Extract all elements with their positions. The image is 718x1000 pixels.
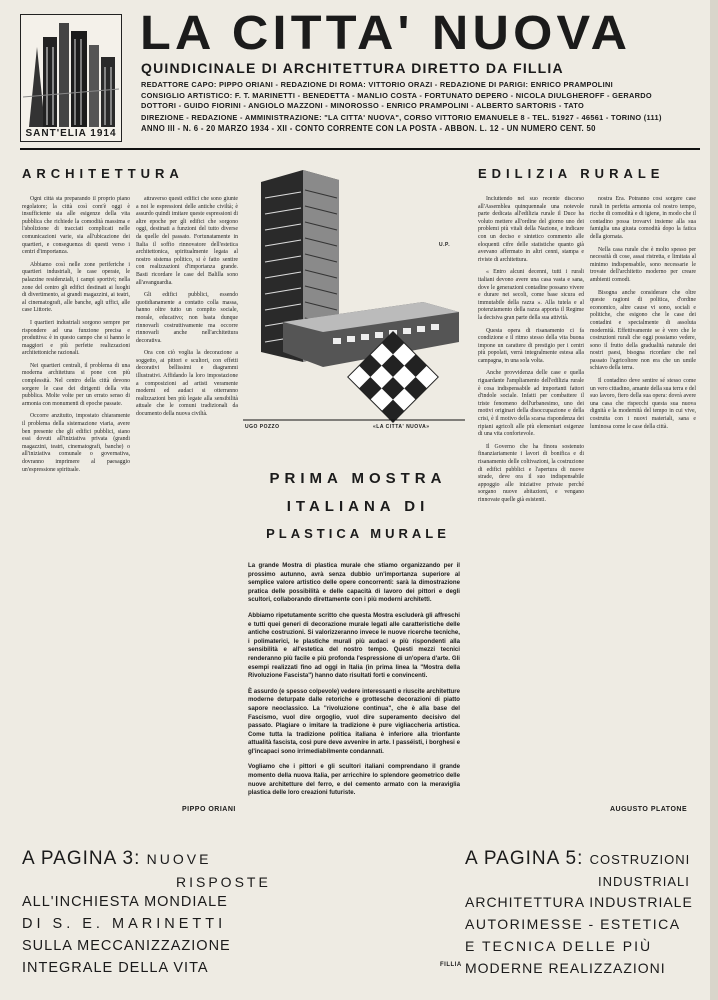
- paragraph: « Entro alcuni decenni, tutti i rurali italiani devono avere una casa vasta e sana, dove le generazioni contadine possano vivere e durare nei secoli, come base sicura ed immutabile della razza ». Alla tutela e al potenziamento della razza apporta il Regime la decisiva gran parte della sua attività.: [478, 269, 584, 321]
- architettura-heading: ARCHITETTURA: [22, 166, 184, 181]
- signature-platone: AUGUSTO PLATONE: [610, 806, 688, 813]
- paragraph: Bisogna anche considerare che oltre queste ragioni di politica, d'ordine economico, altre cause vi sono, sociali e politiche, che esigono che le case dei contadini e specialmente di assoluta modernità. Effettivamente se è vero che le costruzioni rurali che oggi possiamo vedere, sono il frutto della gradualità naturale dei nostri paesi, bisogna ricordare che nel passato l'agricoltore non era che un umile schiavo della terra.: [590, 289, 696, 372]
- page5-lead: A PAGINA 5:: [465, 848, 584, 869]
- issue-info-line: ANNO III - N. 6 - 20 MARZO 1934 - XII - CONTO CORRENTE CON LA POSTA - ABBON. L. 12 - UN NUMERO CENT. 50: [141, 124, 596, 133]
- paragraph: Anche provvidenza delle case e quella riguardante l'ampliamento dell'edilizia rurale è cosa indispensabile ad importanti fattori d'indole sociale. Infatti per combattere il triste fenomeno dell'urbanesimo, uno dei motivi originari della disoccupazione e della crisi, è il motivo della scarsa rispondenza dei ripiani agricoli alle più elementari esigenze di una vita confortevole.: [478, 370, 584, 438]
- prima-mostra-title-3: PLASTICA MURALE: [266, 526, 450, 541]
- paragraph: Il Governo che ha finora sostenuto finanziariamente i lavori di bonifica e di risanamento delle coltivazioni, la costruzione di edifici pubblici e l'apertura di nuove strade, deve ora il suo indispensabile appoggio alle iniziative private perché sorgano nuove abitazioni, e vengano rinnovate quelle già esistenti.: [478, 443, 584, 503]
- paragraph: attraverso questi edifici che sono giunte a noi le espressioni delle antiche civiltà; è assurdo quindi imitare queste espressioni di altre epoche per gli edifici che sorgono oggi, destinati a funzioni del tutto diverse da quelle del passato. Fortunatamente in Italia il soffio rinnovatore dell'estetica architettonica, spiritualmente legata al nostro sistema politico, si è fatto sentire con realizzazioni d'importanza grande. Basti ricordare le case del Balilla sono all'avanguardia.: [136, 196, 238, 286]
- artistic-council-line: CONSIGLIO ARTISTICO: F. T. MARINETTI - BENEDETTA - MANLIO COSTA - FORTUNATO DEPERO - NICOLA DIULGHEROFF - GERARDO: [141, 91, 652, 100]
- page3-line4: DI S. E. MARINETTI: [22, 916, 227, 932]
- illustration-credit: UGO POZZO: [245, 424, 280, 430]
- illustration-initials: U.P.: [439, 242, 451, 248]
- paragraph: Questa opera di risanamento ci fa condizione e il ritmo stesso della vita buona impone un carattere di prestigio per i centri più popolati, verrà integralmente estesa alla campagna, in una sola volta.: [478, 327, 584, 364]
- masthead-rule: [20, 148, 700, 150]
- paragraph: Ogni città sta preparando il proprio piano regolatore; la città così com'è oggi è insufficiente sia alle esigenze della vita pubblica che richiede la comodità massima e l'abolizione di tracciati complicati nelle comunicazioni varie, sia all'ubicazione dei quartieri, e conseguenza di questi verso i centri d'importanza.: [22, 196, 130, 256]
- edilizia-column-2: [590, 196, 696, 806]
- building-drawing-icon: [243, 162, 465, 440]
- santelia-logo: [20, 14, 122, 142]
- paragraph: Ora con ciò voglia la decorazione a soggetto, ai pittori e scultori, con effetti decorativi bellissimi e diagrammi illustrativi. Affidando la loro impostazione a composizioni ad artisti veramente moderni ed audaci si otterranno realizzazioni ben più legate alla sensibilità attuale che le comuni tradizionali da documento della nuova civiltà.: [136, 350, 238, 418]
- paragraph: Occorre anzitutto, impostato chiaramente il problema della sistemazione viaria, avere ben presente che gli edifici pubblici, siano essi dovuti all'iniziativa privata (grandi magazzini, teatri, cinematografi, banche) o all'iniziativa comunale o governativa, dovranno imprimere al paesaggio un'espressione spirituale.: [22, 413, 130, 473]
- editorial-staff-line: REDATTORE CAPO: PIPPO ORIANI - REDAZIONE DI ROMA: VITTORIO ORAZI - REDAZIONE DI PARIGI: ENRICO PRAMPOLINI: [141, 80, 613, 89]
- paragraph: Abbiamo ripetutamente scritto che questa Mostra escluderà gli affreschi e tutti quei generi di decorazione murale legati alle caratteristiche delle antiche costruzioni. Si valorizzeranno invece le nuove ricerche tecniche, i polimaterici, le plastiche murali più audaci e più rispondenti alla sensibilità e all'estetica del nostro tempo. Questi mezzi tecnici renderanno più facile e più profonda l'espressione di un'opera d'arte. Gli esempi realizzati fino ad oggi in Italia (in prima linea la "Mostra della Rivoluzione Fascista") hanno dato risultati forti e convincenti.: [248, 611, 460, 680]
- page3-line3: ALL'INCHIESTA MONDIALE: [22, 894, 228, 910]
- signature-oriani: PIPPO ORIANI: [182, 806, 236, 813]
- page3-word2: RISPOSTE: [176, 874, 271, 890]
- paragraph: È assurdo (e spesso colpevole) vedere interessanti e riuscite architetture moderne deturpate dalle retoriche e grottesche decorazioni di piatto sapore neoclassico. La "rivoluzione continua", che è alla base del Fascismo, vuol dire orgoglio, vuol dire superamento decisivo del passato. Plagiare o imitare la tradizione è pure vigliaccheria artistica. Come tutta la tradizione politica italiana è inferiore alla trionfante attualità fascista, così pure deve avvenire in arte. I passéisti, i borghesi e gl'incapaci sono irrimediabilmente condannati.: [248, 687, 460, 755]
- prima-mostra-text: [248, 562, 460, 964]
- architectural-illustration: [243, 162, 465, 440]
- paragraph: Nella casa rurale che è molto spesso per necessità di cose, assai ristretta, e limitata al minimo indispensabile, sono necessarie le trovate dell'architetto moderno per creare ambienti comodi.: [590, 246, 696, 283]
- paragraph: Gli edifici pubblici, essendo quotidianamente a contatto colla massa, hanno oltre tutto un compito sociale, morale, educativo; non basta dunque rinnovarli costruttivamente ma occorre rinnovarli anche nell'architettura decorativa.: [136, 292, 238, 344]
- prima-mostra-title-2: ITALIANA DI: [286, 498, 430, 515]
- page3-announcement: [22, 848, 211, 870]
- page5-line6: MODERNE REALIZZAZIONI: [465, 960, 666, 976]
- architettura-column-1: [22, 196, 130, 806]
- page3-word1: NUOVE: [146, 851, 212, 867]
- newspaper-subtitle: QUINDICINALE DI ARCHITETTURA DIRETTO DA FILLIA: [141, 60, 564, 76]
- paragraph: nostra Era. Potranno così sorgere case rurali in perfetta armonia col nostro tempo, ricche di comodità e di igiene, in modo che il contadino possa trovarvi insieme alla sua famiglia una giusta comodità dopo la fatica della giornata.: [590, 196, 696, 240]
- edilizia-column-1: [478, 196, 584, 814]
- page5-word1: COSTRUZIONI: [589, 852, 691, 867]
- page5-line4: AUTORIMESSE - ESTETICA: [465, 916, 681, 932]
- page5-announcement: [465, 848, 690, 870]
- illustration-source: «LA CITTA' NUOVA»: [373, 424, 430, 430]
- paragraph: Abbiamo così nelle zone periferiche i quartieri industriali, le case operaie, le palazzine residenziali, i campi sportivi; nella zone del centro gli edifici destinati ai luoghi di divertimento, ai grandi magazzini, ai teatri, al cinematografi, alle banche, agli uffici, alle case Littorie.: [22, 261, 130, 314]
- page3-lead: A PAGINA 3:: [22, 848, 141, 869]
- newspaper-title: LA CITTA' NUOVA: [140, 7, 632, 60]
- address-line: DIREZIONE - REDAZIONE - AMMINISTRAZIONE: "LA CITTA' NUOVA", CORSO VITTORIO EMANUELE 8 - TEL. 51927 - 46561 - TORINO (111): [141, 113, 662, 122]
- artistic-council-line-2: DOTTORI - GUIDO FIORINI - ANGIOLO MAZZONI - MINOROSSO - ENRICO PRAMPOLINI - ALBERTO SARTORIS - TATO: [141, 101, 585, 110]
- paragraph: Nei quartieri centrali, il problema di una moderna architettura si pone con più complessità. Nel centro della città devono sorgere le case dei dirigenti della vita pubblica. Molte volte per un errato senso di armonia con monumenti di epoche passate.: [22, 362, 130, 407]
- page5-line5: E TECNICA DELLE PIÙ: [465, 938, 653, 954]
- paragraph: I quartieri industriali sorgono sempre per rispondere ad una funzione precisa e produttiva: è in questo campo che si hanno le maggiori e più perfette realizzazioni architettoniche razionali.: [22, 319, 130, 357]
- architettura-column-2: [136, 196, 238, 796]
- edilizia-heading: EDILIZIA RURALE: [478, 166, 665, 181]
- page5-line3: ARCHITETTURA INDUSTRIALE: [465, 894, 693, 910]
- paper-edge: [710, 0, 718, 1000]
- signature-fillia: FILLIA: [440, 962, 462, 968]
- page3-line6: INTEGRALE DELLA VITA: [22, 960, 209, 976]
- paragraph: La grande Mostra di plastica murale che stiamo organizzando per il prossimo autunno, avrà senza dubbio un'importanza superiore al semplice valore artistico delle opere concorrenti: sarà la dimostrazione pratica delle possibilità e delle capacità di lavoro dei pittori e degli scultori, collaborando direttamente con i più moderni architetti.: [248, 562, 460, 604]
- paragraph: Vogliamo che i pittori e gli scultori italiani comprendano il grande momento della nuova Italia, per arricchire lo splendore geometrico delle nuove architetture del ferro, e del cemento armato con la meraviglia plastica delle loro creazioni futuriste.: [248, 763, 460, 797]
- paragraph: Incluttendo nel suo recente discorso all'Assemblea quinquennale una notevole parte dedicata all'edilizia rurale il Duce ha voluto mettere all'ordine del giorno uno dei problemi più vitali della Nazione, e indicare con un deciso e sintetico commento alle eloquenti cifre delle statistiche quanto già avevano affermato in altri cenni, stampa e riviste di architettura.: [478, 196, 584, 263]
- page5-word2: INDUSTRIALI: [598, 874, 690, 889]
- logo-caption: SANT'ELIA 1914: [25, 128, 117, 139]
- prima-mostra-title-1: PRIMA MOSTRA: [269, 470, 447, 487]
- skyscraper-drawing-icon: [23, 17, 119, 129]
- page3-line5: SULLA MECCANIZZAZIONE: [22, 938, 231, 954]
- paragraph: Il contadino deve sentire sé stesso come un vero cittadino, amante della sua terra e del suo lavoro, fiero della sua opera: dovrà avere una casa che rispecchi questa sua nuova dignità e la modernità del tempo in cui vive, costruita con i nuovi materiali, sana e luminosa come le case della città.: [590, 378, 696, 430]
